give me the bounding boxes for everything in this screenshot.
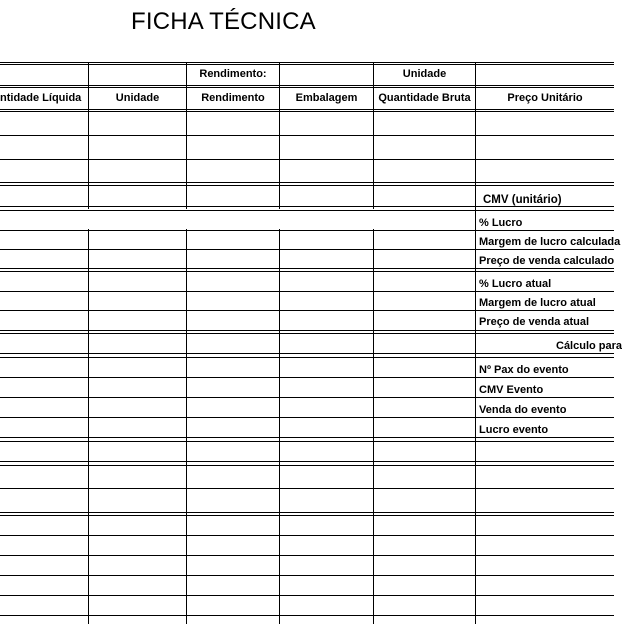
col-header-rendimento: Rendimento [201,92,265,104]
grid-vline [475,62,476,209]
grid-hline [0,210,614,211]
grid-hline [0,249,614,250]
grid-vline [186,229,187,624]
grid-hline [0,109,614,110]
grid-vline [279,229,280,624]
grid-vline [88,62,89,209]
grid-hline [0,515,614,516]
grid-hline [0,87,614,88]
rendimento-label: Rendimento: [199,68,267,80]
grid-vline [475,229,476,624]
grid-hline [0,333,614,334]
grid-vline [186,62,187,209]
percent-lucro-label: % Lucro [479,217,523,229]
grid-hline [0,159,614,160]
grid-vline [279,62,280,209]
cmv-evento-label: CMV Evento [479,384,544,396]
grid-hline [0,85,614,86]
col-header-preco-unitario: Preço Unitário [507,92,583,104]
grid-hline [0,461,614,462]
percent-lucro-atual-label: % Lucro atual [479,278,552,290]
grid-vline [373,62,374,209]
grid-hline [0,330,614,331]
grid-hline [0,575,614,576]
grid-vline [475,209,476,229]
grid-hline [0,555,614,556]
grid-hline [0,182,614,183]
grid-hline [0,353,614,354]
margem-calculada-label: Margem de lucro calculada [479,236,621,248]
grid-hline [0,595,614,596]
preco-venda-atual-label: Preço de venda atual [479,316,590,328]
grid-hline [0,615,614,616]
grid-hline [0,417,614,418]
grid-hline [0,64,614,65]
preco-venda-calculado-label: Preço de venda calculado [479,255,615,267]
grid-hline [0,310,614,311]
grid-hline [0,268,614,269]
grid-hline [0,291,614,292]
grid-vline [88,229,89,624]
grid-hline [0,488,614,489]
col-header-embalagem: Embalagem [295,92,358,104]
col-header-quantidade-bruta: Quantidade Bruta [378,92,471,104]
grid-hline [0,271,614,272]
lucro-evento-label: Lucro evento [479,424,549,436]
venda-evento-label: Venda do evento [479,404,567,416]
grid-hline [0,441,614,442]
grid-hline [0,62,614,63]
grid-hline [0,135,614,136]
unidade-top-label: Unidade [402,68,447,80]
grid-hline [0,535,614,536]
grid-hline [0,111,614,112]
grid-hline [0,377,614,378]
grid-hline [0,357,614,358]
grid-hline [0,465,614,466]
grid-vline [373,229,374,624]
pax-evento-label: Nº Pax do evento [479,364,569,376]
col-header-quantidade-liquida: ntidade Líquida [0,92,82,104]
margem-atual-label: Margem de lucro atual [479,297,596,309]
col-header-unidade: Unidade [115,92,160,104]
grid-hline [0,185,614,186]
cmv-unitario-label: CMV (unitário) [483,194,562,206]
page-title: FICHA TÉCNICA [131,8,316,35]
calculo-para-label: Cálculo para [556,340,622,352]
grid-hline [0,437,614,438]
grid-hline [0,397,614,398]
grid-hline [0,230,614,231]
grid-hline [0,512,614,513]
